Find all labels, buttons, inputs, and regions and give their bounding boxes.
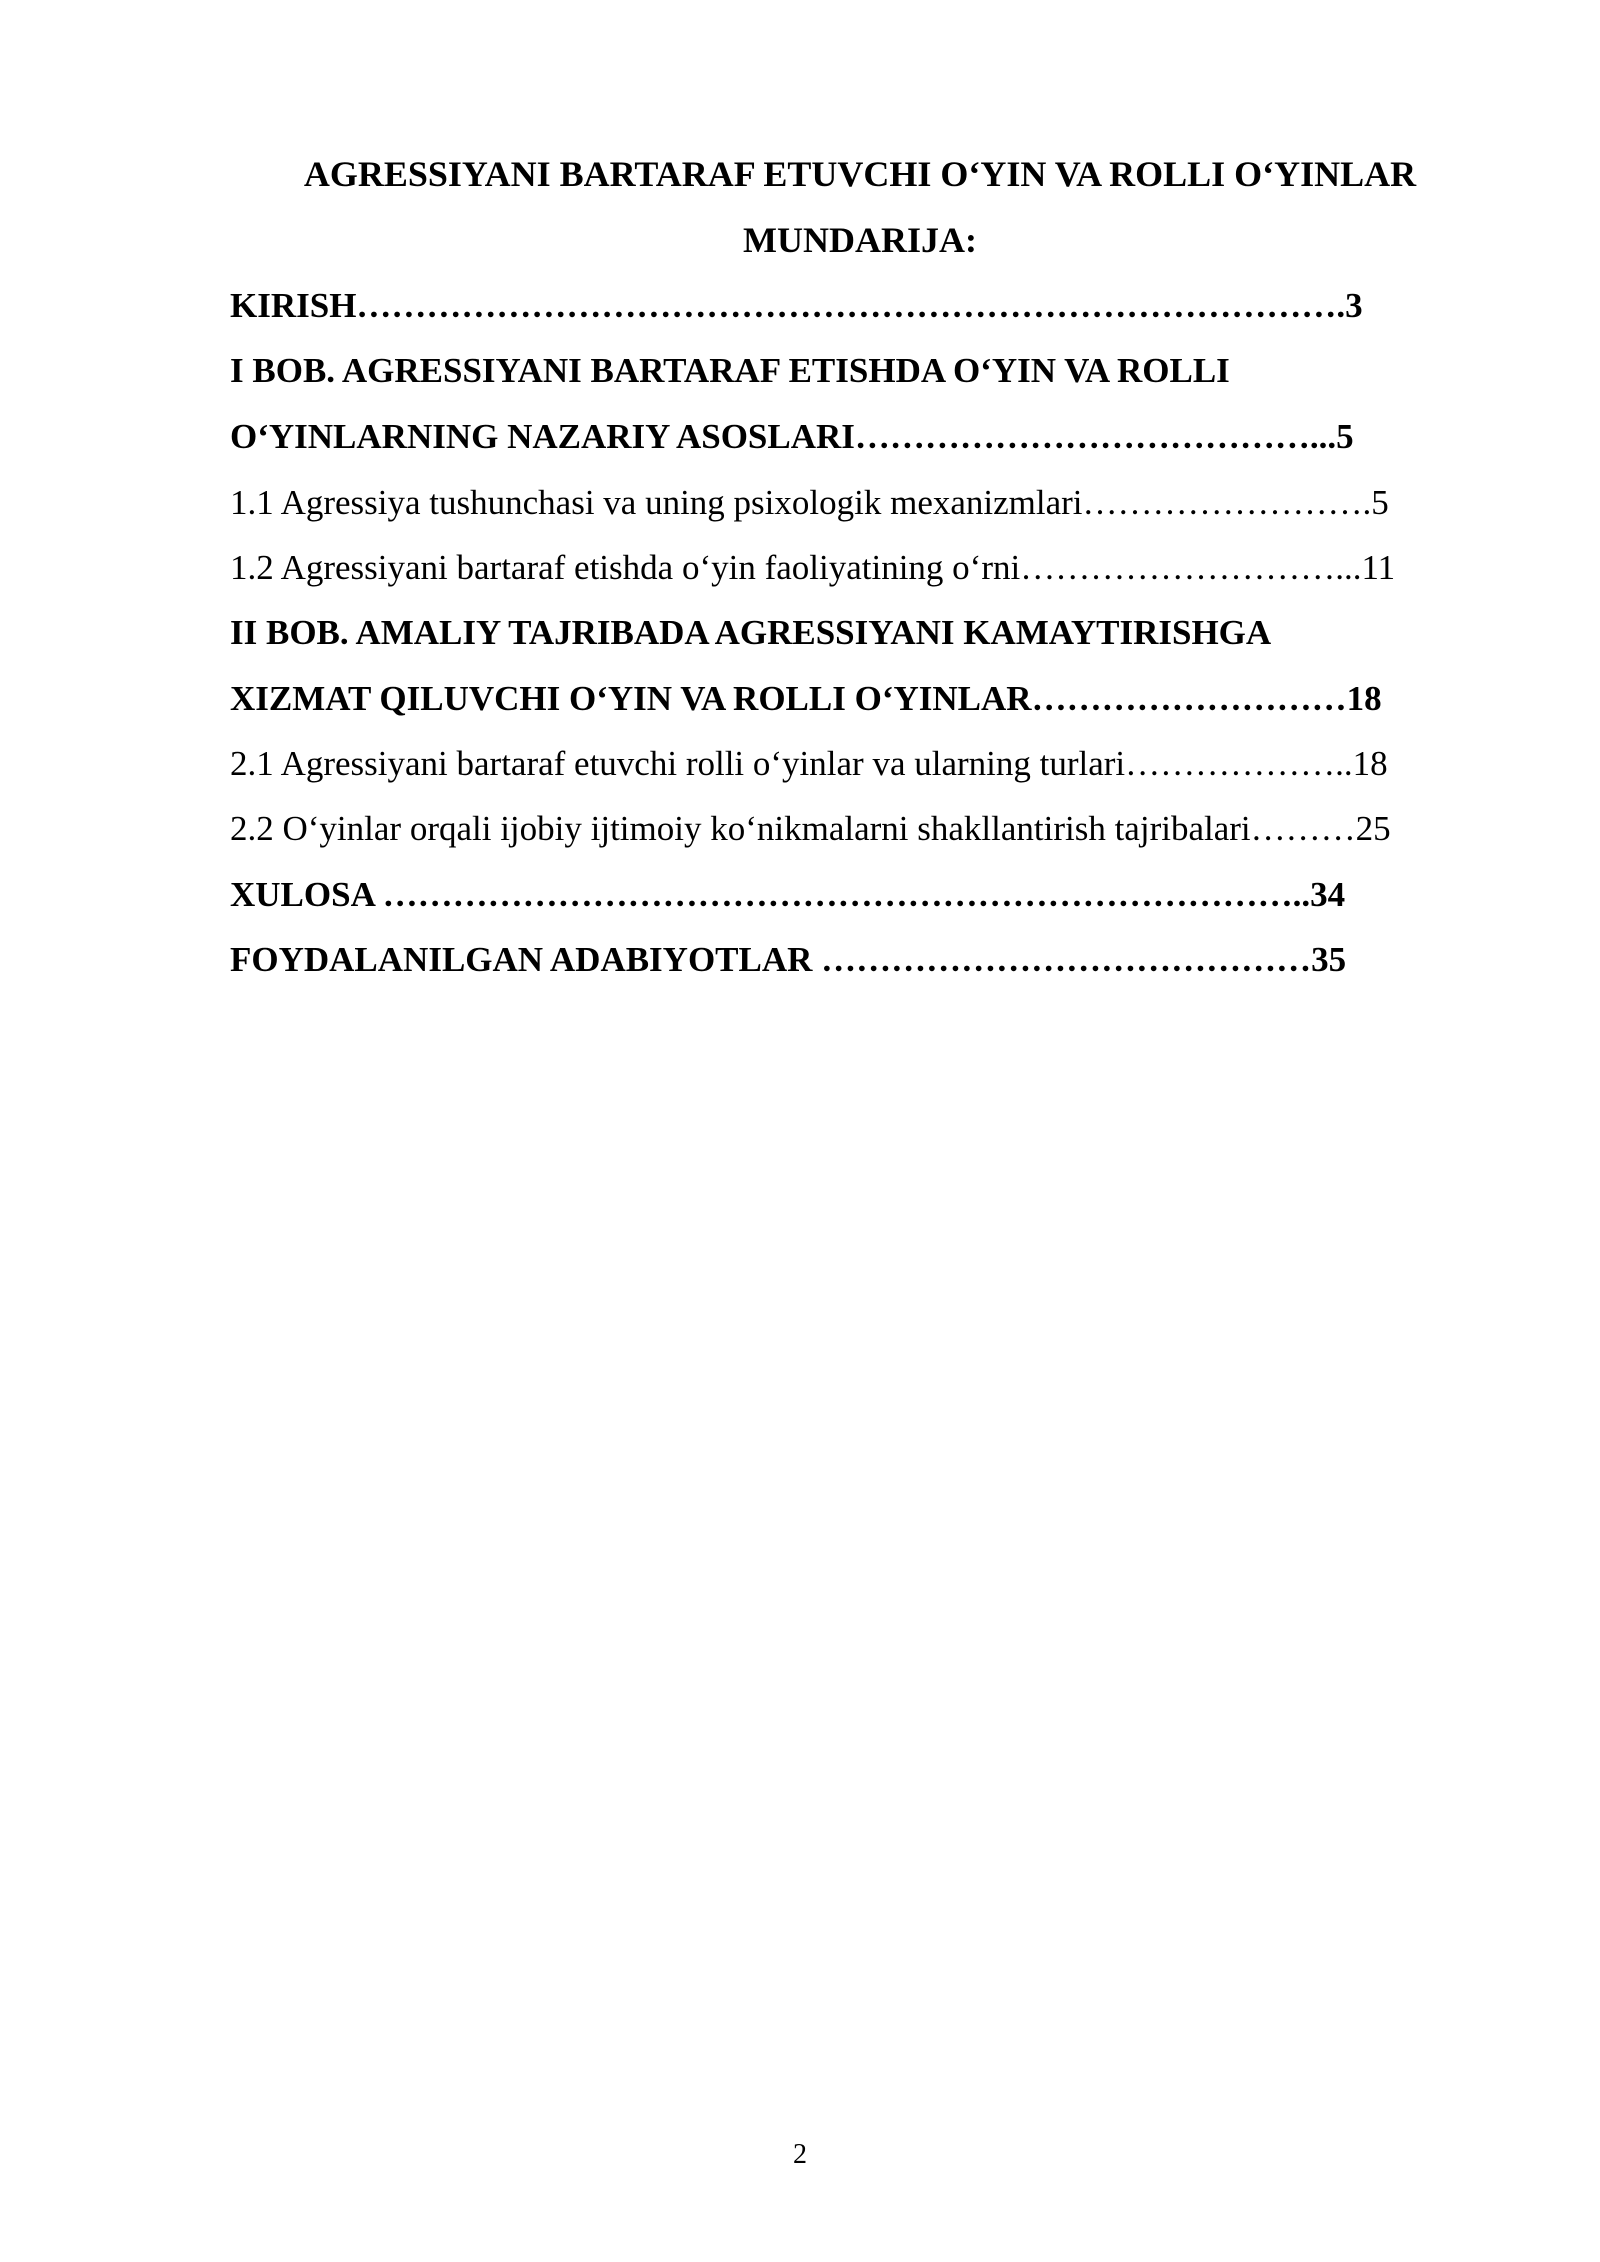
contents-heading: MUNDARIJA: — [743, 220, 977, 260]
toc-entry-section-1-2: 1.2 Agressiyani bartaraf etishda o‘yin faoliyatining o‘rni………………………...11 — [230, 548, 1396, 587]
toc-entry-kirish: KIRISH………………………………………………………………………….3 — [230, 286, 1363, 325]
toc-entry-xulosa: XULOSA ……………………………………………………………………..34 — [230, 875, 1346, 914]
toc-entry-section-2-1: 2.1 Agressiyani bartaraf etuvchi rolli o‘yinlar va ularning turlari………………..18 — [230, 744, 1388, 783]
toc-entry-chapter-1-line-1: I BOB. AGRESSIYANI BARTARAF ETISHDA O‘YIN VA ROLLI — [230, 351, 1230, 390]
page-number: 2 — [793, 2139, 807, 2170]
toc-entry-section-1-1: 1.1 Agressiya tushunchasi va uning psixologik mexanizmlari…………………….5 — [230, 483, 1389, 522]
toc-entry-chapter-1-line-2: O‘YINLARNING NAZARIY ASOSLARI…………………………………...5 — [230, 417, 1354, 456]
toc-entry-chapter-2-line-1: II BOB. AMALIY TAJRIBADA AGRESSIYANI KAMAYTIRISHGA — [230, 613, 1272, 652]
toc-entry-chapter-2-line-2: XIZMAT QILUVCHI O‘YIN VA ROLLI O‘YINLAR………………………18 — [230, 679, 1382, 718]
toc-entry-references: FOYDALANILGAN ADABIYOTLAR ……………………………………35 — [230, 940, 1347, 979]
document-title: AGRESSIYANI BARTARAF ETUVCHI O‘YIN VA ROLLI O‘YINLAR — [303, 154, 1417, 194]
toc-entry-section-2-2: 2.2 O‘yinlar orqali ijobiy ijtimoiy ko‘nikmalarni shakllantirish tajribalari………25 — [230, 809, 1391, 848]
